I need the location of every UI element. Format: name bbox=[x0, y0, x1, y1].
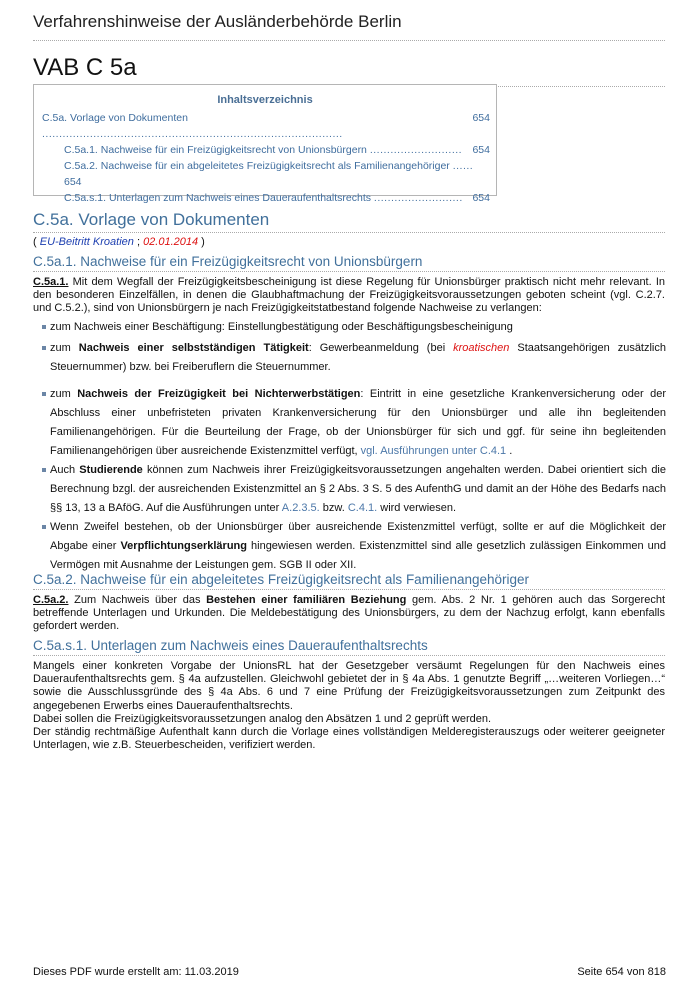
meta-separator: ; bbox=[133, 236, 144, 248]
toc-entry[interactable] bbox=[64, 142, 490, 158]
paragraph-lead: C.5a.2. bbox=[33, 594, 69, 606]
toc-page-number: 654 bbox=[472, 112, 490, 124]
toc-page-number: 654 bbox=[64, 176, 82, 188]
paragraph-bold: Bestehen einer familiären Beziehung bbox=[206, 594, 407, 606]
toc-entry-label[interactable]: C.5a. Vorlage von Dokumenten bbox=[42, 112, 188, 124]
subsection-heading-c5a1: C.5a.1. Nachweise für ein Freizügigkeitsrecht von Unionsbürgern bbox=[33, 254, 665, 272]
list-item-bold: Studierende bbox=[79, 464, 143, 476]
list-item-link-kroatischen[interactable]: kroatischen bbox=[453, 342, 510, 354]
list-item bbox=[44, 518, 666, 575]
list-item bbox=[44, 385, 666, 461]
list-item-text: Wenn Zweifel bestehen, ob der Unionsbürger über ausreichende Existenzmittel verfügt, sollte er auf die Möglichkeit der Abgabe einer bbox=[50, 521, 666, 552]
link-c41[interactable]: vgl. Ausführungen unter C.4.1 bbox=[360, 445, 507, 457]
toc-dots: ........................................................................................ bbox=[42, 128, 343, 140]
site-header-title: Verfahrenshinweise der Ausländerbehörde Berlin bbox=[33, 12, 665, 41]
toc-entry-label[interactable]: C.5a.1. Nachweise für ein Freizügigkeitsrecht von Unionsbürgern bbox=[64, 144, 367, 156]
paragraph-c5a1-intro bbox=[33, 276, 665, 316]
toc-dots: ........................... bbox=[369, 144, 463, 156]
document-title: VAB C 5a bbox=[33, 54, 665, 87]
toc-entry-label[interactable]: C.5a.2. Nachweise für ein abgeleitetes Freizügigkeitsrecht als Familienangehöriger bbox=[64, 160, 450, 172]
subsection-heading-c5as1: C.5a.s.1. Unterlagen zum Nachweis eines Daueraufenthaltsrechts bbox=[33, 638, 665, 656]
list-item-text: : Eintritt in eine gesetzliche Krankenversicherung oder der Abschluss einer unbefristeten privaten Krankenversicherung für den Unionsbürger und alle ihn begleitenden Familienangehörigen. Für die Beurteilung der Frage, ob der Unionsbürger für sich und ggf. für seine ihn begleitenden Familienangehörigen über ausreichende Existenzmittel verfügt, bbox=[50, 388, 666, 457]
table-of-contents bbox=[33, 84, 497, 204]
toc-entry[interactable] bbox=[64, 158, 490, 190]
list-item-text: zum bbox=[50, 342, 79, 354]
toc-dots: .......................... bbox=[373, 192, 463, 204]
paragraph-text: Dabei sollen die Freizügigkeitsvoraussetzungen analog den Absätzen 1 und 2 geprüft werden. bbox=[33, 712, 492, 725]
meta-paren: ( bbox=[33, 236, 40, 248]
list-item-text: : Gewerbeanmeldung (bei bbox=[308, 342, 454, 354]
paragraph-text: Mit dem Wegfall der Freizügigkeitsbescheinigung ist diese Regelung für Unionsbürger praktisch nicht mehr relevant. In den besonderen Einzelfällen, in denen die Glaubhaftmachung der Freizügigkeitsvoraussetzungen geboten scheint (vgl. C.2.7. und C.5.2.), sind von Unionsbürgern je nach Freizügigkeitstatbestand folgende Nachweise zu verlangen: bbox=[33, 276, 665, 315]
list-item bbox=[44, 339, 666, 377]
list-item-bold: Verpflichtungserklärung bbox=[120, 540, 247, 552]
link-c41-alt[interactable]: C.4.1. bbox=[347, 502, 378, 514]
paragraph-text: gem. Abs. 2 Nr. 1 gehören auch das Sorgerecht betreffende Unterlagen und Urkunden. Die Meldebestätigung des Unionsbürgers, zu dem der Nachzug erfolgt, kann ebenfalls gefordert werden. bbox=[33, 594, 665, 633]
list-item-text: Auch bbox=[50, 464, 80, 476]
toc-entry[interactable] bbox=[64, 190, 490, 206]
footer-created-date: Dieses PDF wurde erstellt am: 11.03.2019 bbox=[33, 966, 239, 978]
list-item-text: zum bbox=[50, 388, 78, 400]
paragraph-text: Mangels einer konkreten Vorgabe der UnionsRL hat der Gesetzgeber versäumt Regelungen für den Nachweis eines Daueraufenthaltsrechts gem. § 4a aufzustellen. Gleichwohl gebietet der in § 4a Abs. 1 genutzte Begriff „…weiteren Vorliegen…“ sowie die Ausschlussgründe des § 4a Abs. 6 und 7 eine Prüfung der Freizügigkeitsvoraussetzungen zum Zeitpunkt des angegebenen Erwerbs eines Daueraufenthaltsrechts. bbox=[33, 660, 665, 712]
link-a235[interactable]: A.2.3.5. bbox=[281, 502, 320, 514]
paragraph-c5a2 bbox=[33, 594, 665, 634]
meta-paren: ) bbox=[198, 236, 205, 248]
list-item-text: Staatsangehörigen zusätzlich Steuernummer) bzw. bei Freiberuflern die Steuernummer. bbox=[50, 342, 666, 373]
section-meta bbox=[33, 236, 205, 248]
subsection-heading-c5a2: C.5a.2. Nachweise für ein abgeleitetes Freizügigkeitsrecht als Familienangehöriger bbox=[33, 572, 665, 590]
paragraph-text: Der ständig rechtmäßige Aufenthalt kann durch die Vorlage eines vollständigen Melderegisterauszugs oder weiterer geeigneter Unterlagen, wie z.B. Steuerbescheiden, verifiziert werden. bbox=[33, 726, 665, 752]
footer-page-number: Seite 654 von 818 bbox=[577, 966, 666, 978]
list-item-text: können zum Nachweis ihrer Freizügigkeitsvoraussetzungen angehalten werden. Dabei orientiert sich die Berechnung bzgl. der ausreichenden Existenzmittel an § 2 Abs. 3 S. 5 des AufenthG und damit an der Höhe des Bedarfs nach §§ 13, 13 a BAföG. Auf die Ausführungen unter bbox=[50, 464, 666, 514]
toc-entry[interactable] bbox=[42, 110, 490, 142]
list-item-text: wird verwiesen. bbox=[377, 502, 457, 514]
list-item-bold: Nachweis einer selbstständigen Tätigkeit bbox=[78, 342, 309, 354]
list-item-text: bzw. bbox=[319, 502, 348, 514]
list-item-text: hingewiesen werden. Existenzmittel sind alle gesetzlich zulässigen Einkommen und Vermögen mit Ausnahme der Leistungen gem. SGB II oder XII. bbox=[50, 540, 666, 571]
paragraph-lead: C.5a.1. bbox=[33, 276, 69, 288]
toc-page-number: 654 bbox=[472, 192, 490, 204]
list-item-text: . bbox=[506, 445, 513, 457]
section-heading: C.5a. Vorlage von Dokumenten bbox=[33, 210, 665, 233]
meta-link-kroatien[interactable]: EU-Beitritt Kroatien bbox=[39, 236, 134, 248]
paragraph-c5as1 bbox=[33, 660, 665, 752]
toc-dots: ...... bbox=[452, 160, 474, 172]
list-item bbox=[44, 461, 666, 518]
list-item bbox=[44, 318, 666, 337]
paragraph-text: Zum Nachweis über das bbox=[68, 594, 207, 606]
toc-heading: Inhaltsverzeichnis bbox=[217, 94, 313, 106]
meta-date[interactable]: 02.01.2014 bbox=[143, 236, 199, 248]
toc-entry-label[interactable]: C.5a.s.1. Unterlagen zum Nachweis eines Daueraufenthaltsrechts bbox=[64, 192, 371, 204]
list-item-bold: Nachweis der Freizügigkeit bei Nichterwerbstätigen bbox=[77, 388, 361, 400]
toc-page-number: 654 bbox=[472, 144, 490, 156]
list-item-text: zum Nachweis einer Beschäftigung: Einstellungbestätigung oder Beschäftigungsbescheinigung bbox=[50, 321, 513, 333]
requirements-list bbox=[44, 318, 666, 575]
